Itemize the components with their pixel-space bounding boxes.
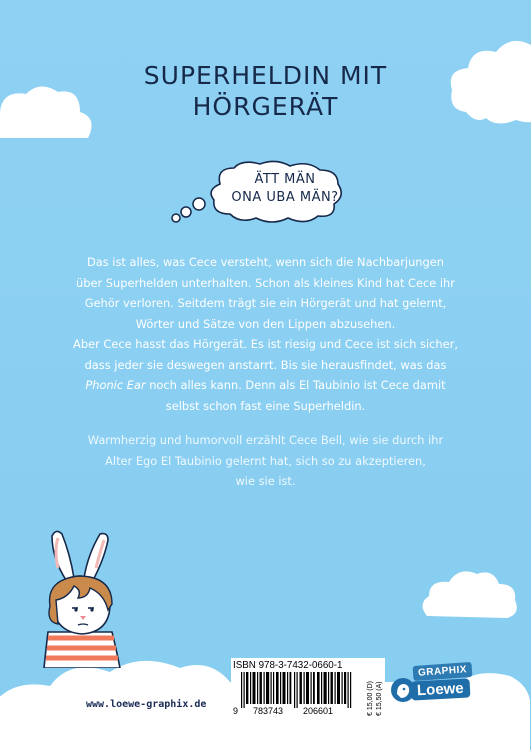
blurb-line: Warmherzig und humorvoll erzählt Cece Bell, wie sie durch ihr [87, 433, 444, 447]
title-line-2: HÖRGERÄT [192, 92, 339, 121]
barcode-label [231, 658, 385, 719]
blurb-line: Aber Cece hasst das Hörgerät. Es ist riesig und Cece ist sich sicher, [73, 337, 458, 351]
ean-right-digits: 206601 [303, 706, 334, 716]
isbn-number: ISBN 978-3-7432-0660-1 [233, 660, 343, 671]
blurb-paragraph-1 [70, 252, 461, 416]
blurb-paragraph-2 [70, 430, 461, 492]
price-block [367, 662, 385, 717]
blurb-line: Gehör verloren. Seitdem trägt sie ein Hörgerät und hat gelernt, [84, 296, 447, 310]
blurb-line: selbst schon fast eine Superheldin. [165, 398, 366, 413]
blurb-line: dass jeder sie deswegen anstarrt. Bis sie herausfindet, was das [84, 357, 447, 372]
ean-left-digits: 783743 [253, 706, 284, 716]
blurb-line: Das ist alles, was Cece versteht, wenn sich die Nachbarjungen [86, 255, 444, 269]
title-line-1: SUPERHELDIN MIT [143, 61, 388, 90]
blurb-line-rest: noch alles kann. Denn als El Taubinio ist Cece damit [145, 378, 446, 392]
price-austria: € 15,50 (A) [376, 681, 383, 716]
logo-graphix-text: GRAPHIX [413, 662, 473, 681]
ean-first-digit: 9 [233, 706, 239, 716]
blurb-line: wie sie ist. [235, 474, 296, 488]
blurb-line: Wörter und Sätze von den Lippen abzusehen. [135, 316, 396, 331]
loewe-graphix-logo [389, 664, 489, 722]
bunny-girl-illustration [22, 528, 132, 668]
ean-barcode [235, 672, 363, 708]
publisher-website[interactable]: www.loewe-graphix.de [86, 699, 207, 710]
thought-line-2: ONA UBA MÄN? [231, 190, 339, 205]
cover-title [0, 60, 531, 122]
logo-loewe-text: Loewe [411, 678, 471, 700]
thought-bubble-text [230, 171, 340, 207]
blurb-line-mixed [70, 375, 461, 396]
blurb-line: über Superhelden unterhalten. Schon als kleines Kind hat Cece ihr [76, 275, 455, 290]
price-germany: € 15,00 (D) [367, 680, 374, 716]
blurb-line: Alter Ego El Taubinio gelernt hat, sich so zu akzeptieren, [105, 453, 426, 468]
cloud-right-middle [419, 566, 519, 626]
thought-line-1: ÄTT MÄN [254, 172, 316, 187]
phonic-ear-italic: Phonic Ear [85, 378, 146, 392]
